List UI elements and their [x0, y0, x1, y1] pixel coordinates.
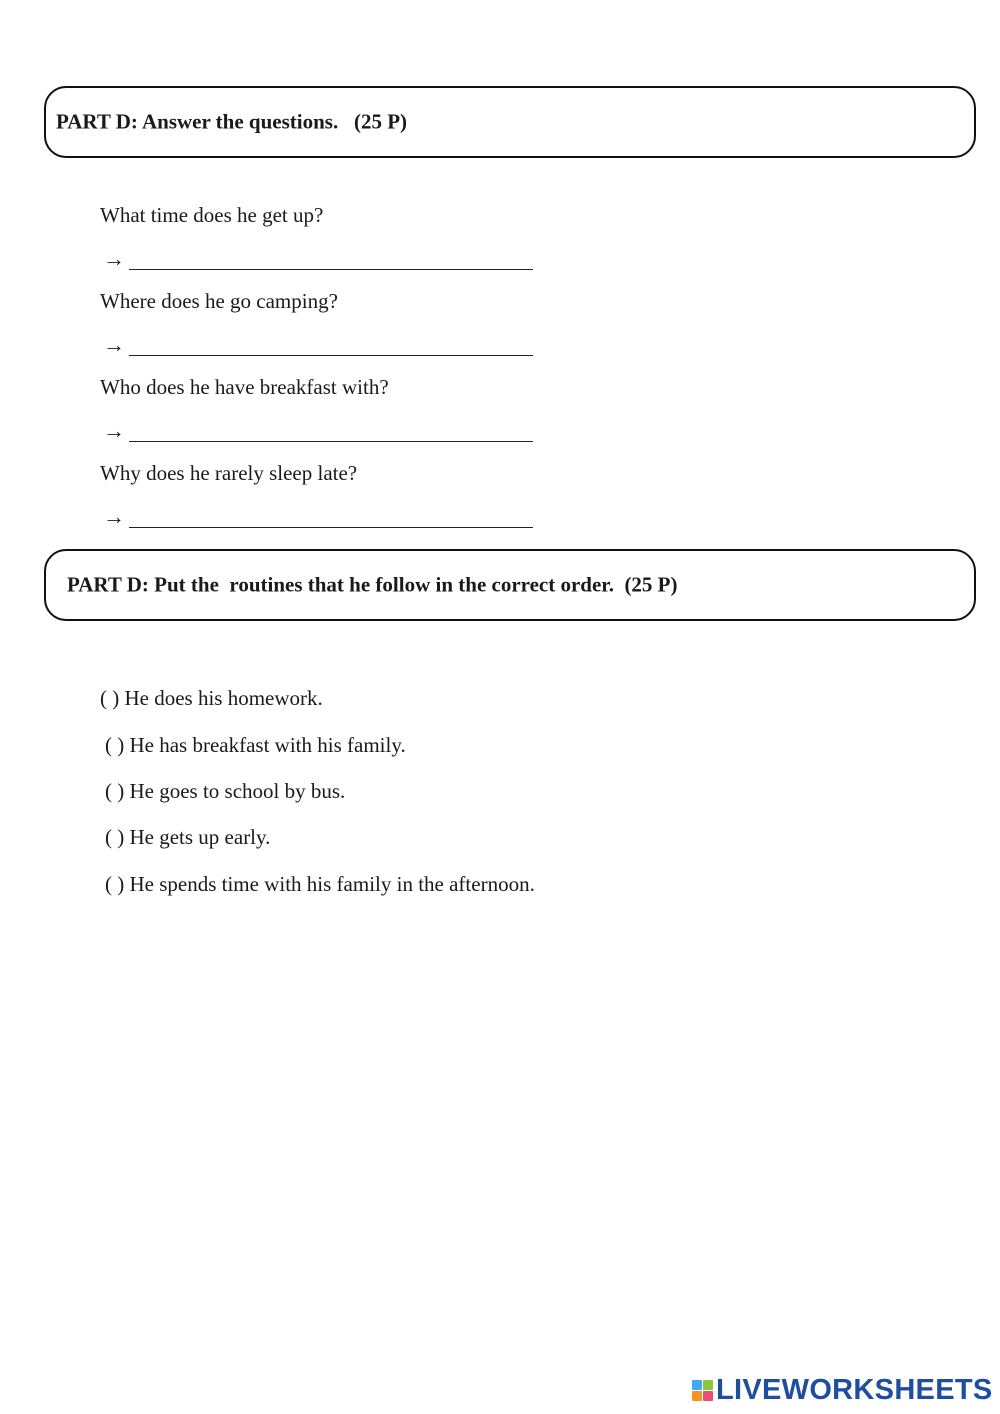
routine-item-2[interactable]: ( ) He has breakfast with his family.	[105, 733, 406, 757]
part1-title: PART D: Answer the questions. (25 P)	[56, 109, 408, 134]
part1-header-box	[44, 86, 976, 158]
liveworksheets-logo	[692, 1374, 993, 1407]
routine-item-1[interactable]: ( ) He does his homework.	[100, 686, 323, 710]
routine-item-3[interactable]: ( ) He goes to school by bus.	[105, 779, 346, 803]
part2-title: PART D: Put the routines that he follow in the correct order. (25 P)	[67, 572, 678, 597]
answer-blank-1[interactable]	[129, 255, 533, 270]
answer-line-1[interactable]	[103, 248, 533, 270]
question-2: Where does he go camping?	[100, 289, 338, 313]
arrow-icon: →	[103, 418, 125, 443]
logo-square-2	[703, 1380, 713, 1390]
answer-line-2[interactable]	[103, 334, 533, 356]
answer-blank-4[interactable]	[129, 513, 533, 528]
logo-text: LIVEWORKSHEETS	[716, 1374, 993, 1406]
answer-line-3[interactable]	[103, 420, 533, 442]
routine-item-4[interactable]: ( ) He gets up early.	[105, 825, 271, 849]
part2-header-box	[44, 549, 976, 621]
answer-blank-2[interactable]	[129, 341, 533, 356]
logo-square-4	[703, 1391, 713, 1401]
question-4: Why does he rarely sleep late?	[100, 461, 358, 485]
logo-square-3	[692, 1391, 702, 1401]
question-3: Who does he have breakfast with?	[100, 375, 389, 399]
logo-square-1	[692, 1380, 702, 1390]
logo-grid-icon	[692, 1380, 713, 1401]
question-1: What time does he get up?	[100, 203, 324, 227]
answer-line-4[interactable]	[103, 506, 533, 528]
routine-item-5[interactable]: ( ) He spends time with his family in the afternoon.	[105, 872, 535, 896]
arrow-icon: →	[103, 332, 125, 357]
arrow-icon: →	[103, 246, 125, 271]
answer-blank-3[interactable]	[129, 427, 533, 442]
arrow-icon: →	[103, 504, 125, 529]
